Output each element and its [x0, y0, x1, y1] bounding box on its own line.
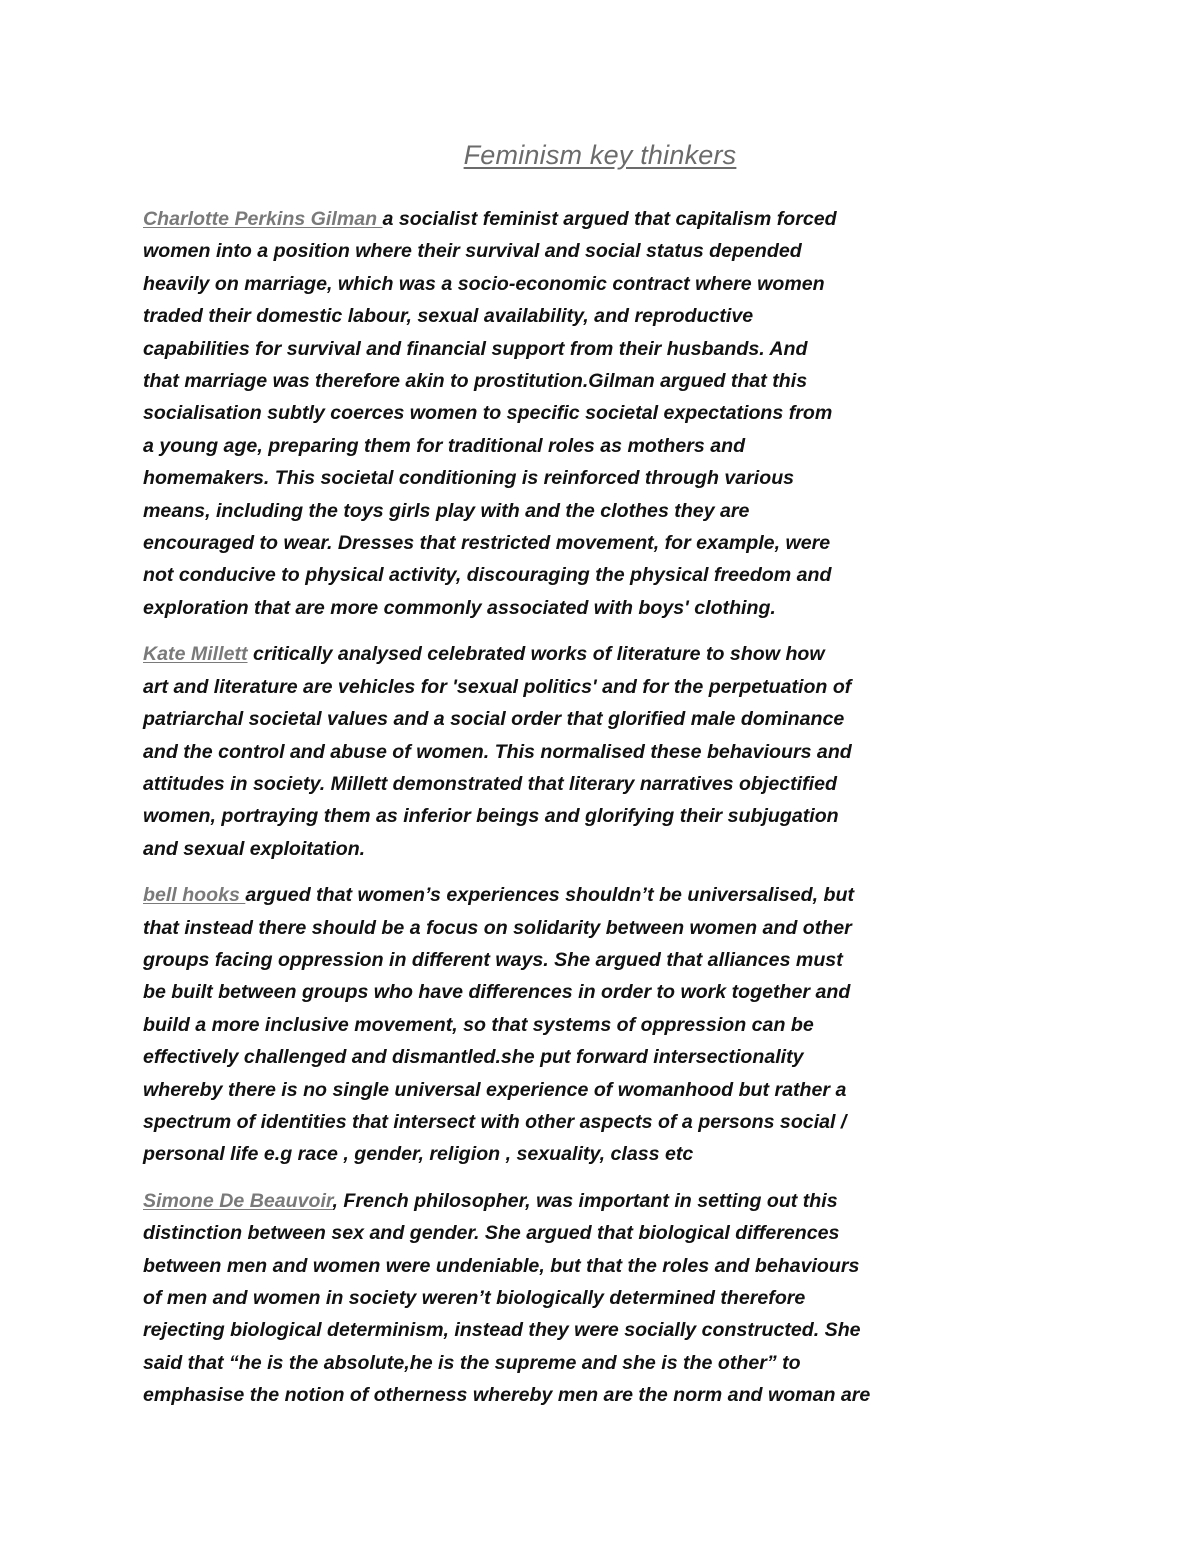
paragraph-de-beauvoir [143, 1185, 973, 1412]
text-line: patriarchal societal values and a social order that glorified male dominance [143, 708, 845, 731]
text-line: rejecting biological determinism, instead they were socially constructed. She [143, 1319, 861, 1342]
paragraph-hooks [143, 879, 973, 1171]
text-line: and sexual exploitation. [143, 837, 366, 860]
text-line: heavily on marriage, which was a socio-economic contract where women [143, 272, 825, 295]
text-line: art and literature are vehicles for 'sexual politics' and for the perpetuation of [143, 675, 852, 698]
text-line: and the control and abuse of women. This normalised these behaviours and [143, 740, 852, 763]
page-title: Feminism key thinkers [463, 140, 737, 170]
document-body [143, 203, 973, 1426]
text-line: Kate Millett critically analysed celebrated works of literature to show how [143, 643, 825, 666]
text-line: Charlotte Perkins Gilman a socialist feminist argued that capitalism forced [143, 208, 837, 230]
thinker-name-millett: Kate Millett [143, 643, 248, 666]
text-line: exploration that are more commonly associated with boys' clothing. [143, 596, 776, 619]
text-line: women, portraying them as inferior beings and glorifying their subjugation [143, 805, 839, 828]
text-line: effectively challenged and dismantled.she put forward intersectionality [143, 1046, 804, 1069]
text-line: encouraged to wear. Dresses that restricted movement, for example, were [143, 532, 831, 555]
text-line: between men and women were undeniable, but that the roles and behaviours [143, 1254, 860, 1277]
thinker-name-de-beauvoir: Simone De Beauvoir [143, 1189, 333, 1212]
text-line: attitudes in society. Millett demonstrated that literary narratives objectified [143, 772, 837, 795]
text-line: means, including the toys girls play with and the clothes they are [143, 499, 750, 522]
text-line: that marriage was therefore akin to prostitution.Gilman argued that this [143, 370, 808, 393]
text-line: distinction between sex and gender. She argued that biological differences [143, 1222, 840, 1245]
paragraph-gilman [143, 203, 973, 624]
text-line: said that “he is the absolute,he is the supreme and she is the other” to [143, 1351, 801, 1374]
text-line: Simone De Beauvoir, French philosopher, was important in setting out this [143, 1189, 838, 1212]
text-line: whereby there is no single universal experience of womanhood but rather a [143, 1078, 847, 1101]
text-line: capabilities for survival and financial support from their husbands. And [143, 337, 808, 360]
text-line: spectrum of identities that intersect with other aspects of a persons social / [143, 1110, 847, 1133]
paragraph-millett [143, 638, 973, 865]
text-line: bell hooks argued that women’s experiences shouldn’t be universalised, but [143, 884, 854, 907]
text-line: personal life e.g race , gender, religion , sexuality, class etc [143, 1143, 694, 1166]
text-line: socialisation subtly coerces women to specific societal expectations from [143, 402, 833, 425]
text-line: that instead there should be a focus on solidarity between women and other [143, 916, 852, 939]
text-line: groups facing oppression in different ways. She argued that alliances must [143, 948, 843, 971]
thinker-name-gilman: Charlotte Perkins Gilman [143, 208, 383, 230]
thinker-name-hooks: bell hooks [143, 884, 246, 907]
text-line: traded their domestic labour, sexual availability, and reproductive [143, 305, 754, 328]
text-line: emphasise the notion of otherness whereby men are the norm and woman are [143, 1384, 871, 1407]
text-line: not conducive to physical activity, discouraging the physical freedom and [143, 564, 832, 587]
text-line: homemakers. This societal conditioning is reinforced through various [143, 467, 795, 490]
text-line: be built between groups who have differences in order to work together and [143, 981, 851, 1004]
text-line: build a more inclusive movement, so that systems of oppression can be [143, 1013, 814, 1036]
text-line: of men and women in society weren’t biologically determined therefore [143, 1287, 806, 1309]
text-line: a young age, preparing them for traditional roles as mothers and [143, 434, 746, 457]
text-line: women into a position where their survival and social status depended [143, 240, 802, 263]
